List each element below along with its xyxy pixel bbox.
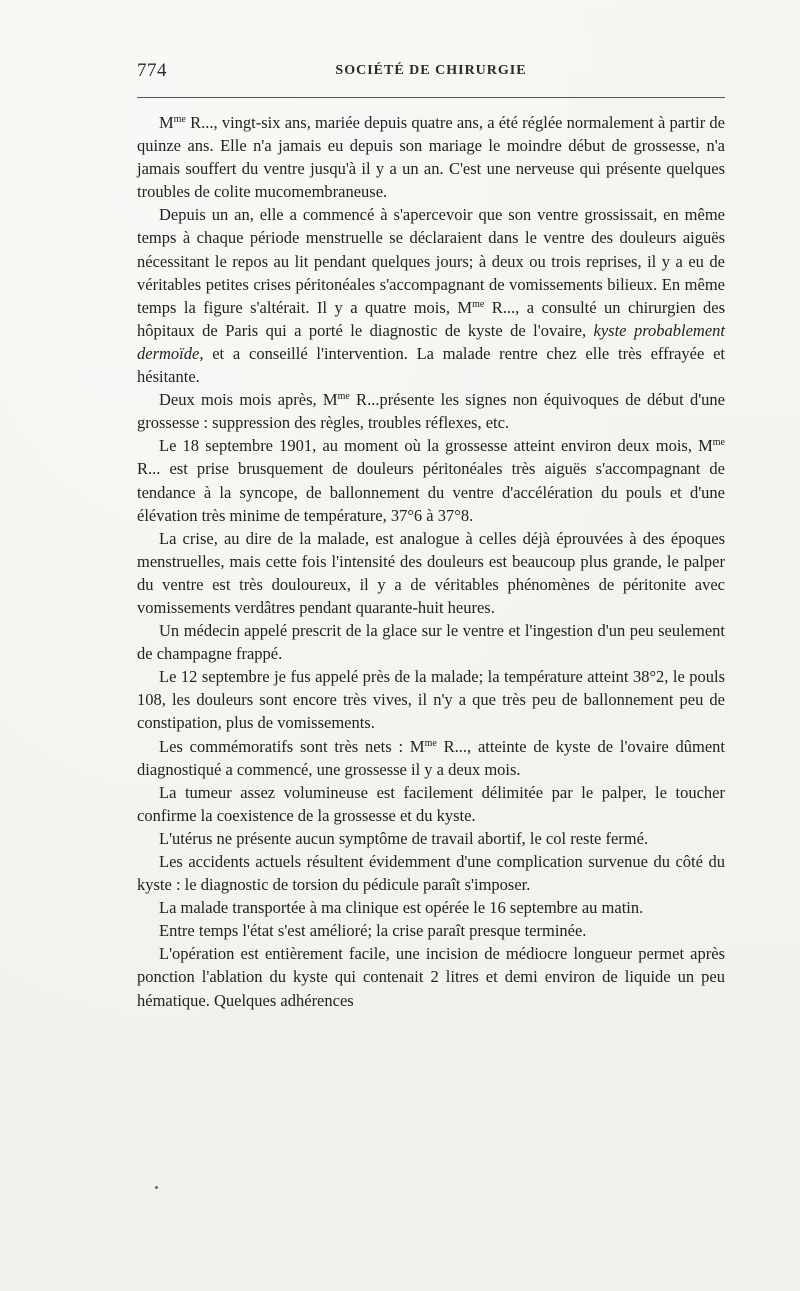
header-rule	[137, 97, 725, 98]
paragraph	[137, 942, 725, 1011]
paragraph	[137, 203, 725, 388]
paragraph	[137, 850, 725, 896]
running-title: SOCIÉTÉ DE CHIRURGIE	[335, 63, 527, 78]
text-run: M	[159, 113, 174, 132]
text-run: et a conseillé l'intervention. La malade rentre chez elle très effrayée et hésitante.	[137, 343, 725, 387]
ink-speck	[155, 1186, 158, 1189]
text-run: R..., vingt-six ans, mariée depuis quatre ans, a été réglée normalement à partir de quinze ans. Elle n'a jamais eu depuis son mariage le moindre début de grossesse, n'a jamais souffert du ventre jusqu'à il y a un an. C'est une nerveuse qui présente quelques troubles de colite mucomembraneuse.	[137, 113, 725, 202]
text-run: Entre temps l'état s'est amélioré; la crise paraît presque terminée.	[159, 921, 587, 941]
text-run: La malade transportée à ma clinique est opérée le 16 septembre au matin.	[159, 898, 644, 918]
text-run: La crise, au dire de la malade, est analogue à celles déjà éprouvées à des époques menstruelles, mais cette fois l'intensité des douleurs est beaucoup plus grande, le palper du ventre est très douloureux, il y a de véritables phénomènes de péritonite avec vomissements verdâtres pendant quarante-huit heures.	[137, 528, 725, 617]
italic-text: kyste probablement dermoïde,	[137, 320, 725, 363]
superscript: me	[472, 298, 485, 310]
text-run: La tumeur assez volumineuse est facilement délimitée par le palper, le toucher confirme la coexistence de la grossesse et du kyste.	[137, 782, 725, 825]
superscript: me	[424, 737, 437, 749]
paragraph	[137, 434, 725, 526]
paragraph	[137, 896, 725, 919]
paragraph	[137, 735, 725, 781]
paragraph	[137, 827, 725, 850]
superscript: me	[173, 114, 186, 125]
superscript: me	[337, 391, 350, 403]
text-run: R...présente les signes non équivoques de début d'une grossesse : suppression des règles, troubles réflexes, etc.	[137, 390, 725, 433]
text-run: R... est prise brusquement de douleurs péritonéales très aiguës s'accompagnant de tendance à la syncope, de ballonnement du ventre d'accélération du pouls et d'une élévation très minime de température, 37°6 à 37°8.	[137, 459, 725, 525]
text-run: Depuis un an, elle a commencé à s'apercevoir que son ventre grossissait, en même temps à chaque période menstruelle se déclaraient dans le ventre des douleurs aiguës nécessitant le repos au lit pendant quelques jours; à deux ou trois reprises, il y a eu de véritables petites crises péritonéales s'accompagnant de vomissements bilieux. En même temps la figure s'altérait. Il y a quatre mois, M	[137, 205, 725, 317]
body-text	[137, 111, 725, 1012]
paragraph	[137, 665, 725, 734]
text-run: Le 12 septembre je fus appelé près de la malade; la température atteint 38°2, le pouls 108, les douleurs sont encore très vives, il n'y a que très peu de ballonnement peu de constipation, plus de vomissements.	[137, 667, 725, 733]
paragraph	[137, 619, 725, 665]
paragraph	[137, 781, 725, 827]
text-run: Les accidents actuels résultent évidemment d'une complication survenue du côté du kyste : le diagnostic de torsion du pédicule paraît s'imposer.	[137, 852, 725, 895]
text-run: Les commémoratifs sont très nets : M	[159, 736, 425, 756]
paragraph	[137, 527, 725, 619]
text-run: L'opération est entièrement facile, une incision de médiocre longueur permet après ponction l'ablation du kyste qui contenait 2 litres et demi environ de liquide un peu hématique. Quelques adhérences	[137, 944, 725, 1010]
paragraph	[137, 388, 725, 434]
text-run: R..., atteinte de kyste de l'ovaire dûment diagnostiqué a commencé, une grossesse il y a deux mois.	[137, 736, 725, 779]
text-run: Deux mois mois après, M	[159, 390, 338, 410]
text-run: Le 18 septembre 1901, au moment où la grossesse atteint environ deux mois, M	[159, 436, 713, 456]
text-run: R..., a consulté un chirurgien des hôpitaux de Paris qui a porté le diagnostic de kyste de l'ovaire,	[137, 297, 725, 340]
superscript: me	[712, 437, 725, 449]
paragraph	[137, 919, 725, 942]
page-number: 774	[137, 60, 167, 81]
page-header	[137, 56, 725, 90]
paragraph	[137, 111, 725, 203]
text-run: L'utérus ne présente aucun symptôme de travail abortif, le col reste fermé.	[159, 828, 649, 848]
text-run: Un médecin appelé prescrit de la glace sur le ventre et l'ingestion d'un peu seulement de champagne frappé.	[137, 621, 725, 664]
